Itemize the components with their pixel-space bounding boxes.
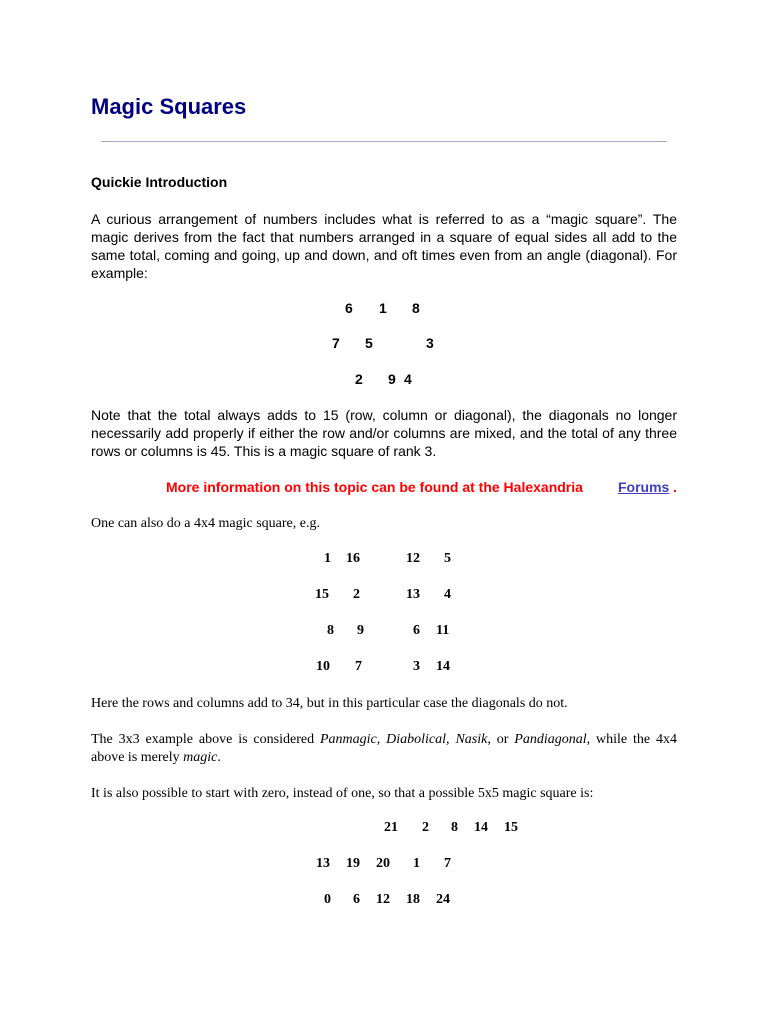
square4-cell: 11 [436,623,450,638]
square5-cell: 2 [422,820,429,835]
square5-cell: 7 [444,856,451,871]
square4-cell: 4 [444,587,451,602]
square4-row [0,623,768,643]
five-intro: It is also possible to start with zero, instead of one, so that a possible 5x5 magic square is: [91,786,594,801]
square3-cell: 4 [404,371,412,387]
square5-row [0,856,768,876]
square5-cell: 15 [504,820,518,835]
square3-row [0,300,768,320]
classification-text: , [376,732,387,747]
term-panmagic: Panmagic [319,732,377,747]
more-info-period: . [673,479,677,495]
square3-cell: 7 [332,335,340,351]
page-title: Magic Squares [91,94,247,119]
classification-paragraph [91,731,677,767]
square3-row [0,335,768,355]
square5-cell: 19 [346,856,360,871]
square4-cell: 6 [413,623,420,638]
square3-cell: 3 [426,335,434,351]
square3-cell: 9 [388,371,396,387]
square5-cell: 8 [451,820,458,835]
square3-cell: 5 [365,335,373,351]
classification-text: , or [487,732,515,747]
square5-cell: 6 [353,892,360,907]
square4-cell: 16 [346,551,360,566]
title-divider [101,141,667,142]
section-heading: Quickie Introduction [91,174,228,190]
four-note: Here the rows and columns add to 34, but in this particular case the diagonals do not. [91,696,568,711]
square5-cell: 18 [406,892,420,907]
square4-cell: 10 [316,659,330,674]
square5-cell: 14 [474,820,488,835]
square5-cell: 21 [384,820,398,835]
term-pandiagonal: Pandiagonal [514,732,587,747]
square4-row [0,659,768,679]
square4-cell: 1 [324,551,331,566]
square4-cell: 3 [413,659,420,674]
square5-cell: 0 [324,892,331,907]
square4-cell: 14 [436,659,450,674]
square3-cell: 8 [412,300,420,316]
square3-cell: 1 [379,300,387,316]
term-nasik: Nasik [455,732,488,747]
classification-text: The 3x3 example above is considered [91,732,320,747]
square4-row [0,551,768,571]
square4-cell: 12 [406,551,420,566]
square4-cell: 7 [355,659,362,674]
more-info-text: More information on this topic can be found at the Halexandria [166,479,583,495]
square4-cell: 8 [327,623,334,638]
four-intro: One can also do a 4x4 magic square, e.g. [91,516,320,531]
square5-cell: 20 [376,856,390,871]
square5-cell: 12 [376,892,390,907]
classification-text: , while the 4x4 above is merely [91,732,678,765]
square3-cell: 6 [345,300,353,316]
square5-cell: 24 [436,892,450,907]
square4-cell: 9 [357,623,364,638]
square4-cell: 2 [353,587,360,602]
square4-cell: 13 [406,587,420,602]
intro-paragraph: A curious arrangement of numbers includes what is referred to as a “magic square”. The magic derives from the fact that numbers arranged in a square of equal sides all add to the same total, coming and going, up and down, and oft times even from an angle (diagonal). For example: [91,211,677,281]
forums-link[interactable]: Forums [618,479,670,495]
square4-row [0,587,768,607]
square3-row [0,371,768,391]
term-magic: magic [183,750,218,765]
square4-cell: 15 [315,587,329,602]
note-paragraph: Note that the total always adds to 15 (row, column or diagonal), the diagonals no longer necessarily add properly if either the row and/or columns are mixed, and the total of any three rows or columns is 45. This is a magic square of rank 3. [91,407,677,459]
square5-row [0,820,768,840]
square3-cell: 2 [355,371,363,387]
square5-cell: 13 [316,856,330,871]
term-diabolical: Diabolical [386,732,447,747]
classification-text: . [217,750,221,765]
square5-cell: 1 [413,856,420,871]
square5-row [0,892,768,912]
classification-text: , [446,732,456,747]
square4-cell: 5 [444,551,451,566]
